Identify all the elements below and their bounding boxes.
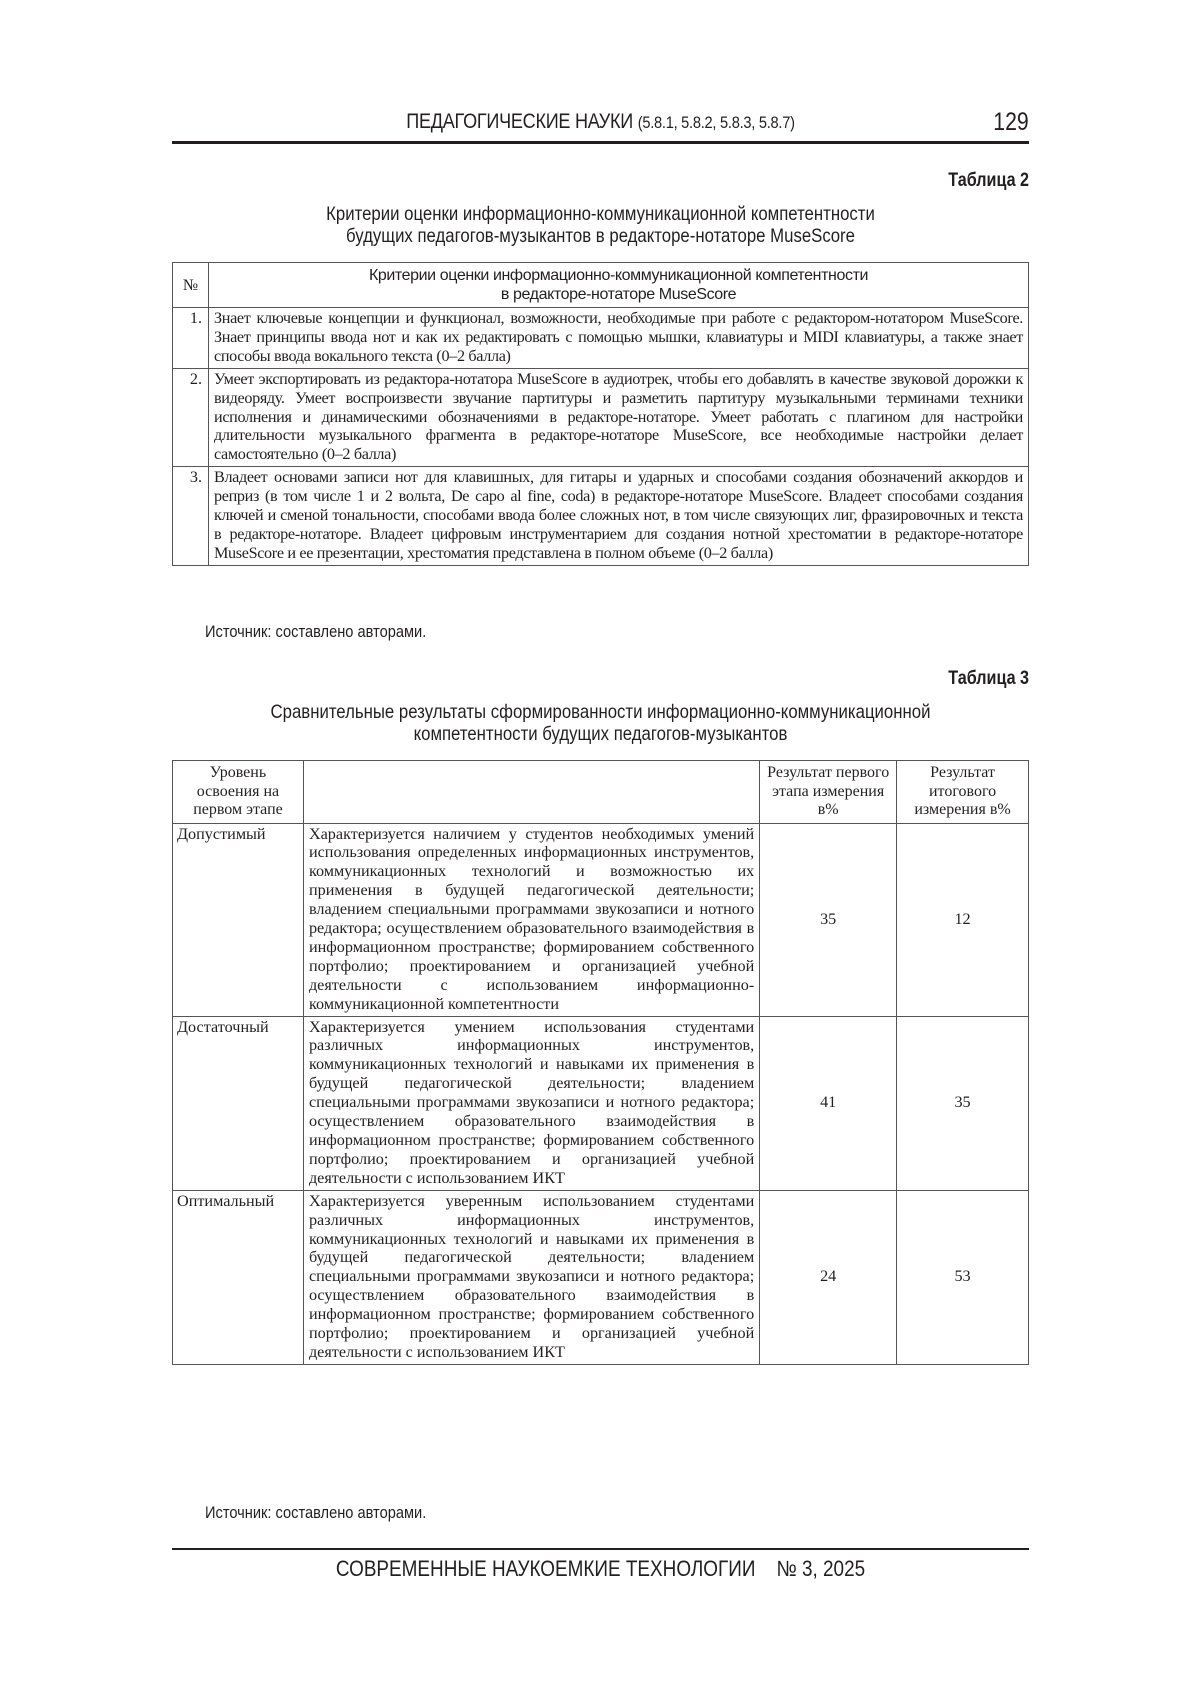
final-value: 53 (897, 1190, 1029, 1364)
table3-header-row (173, 761, 1029, 824)
table3-caption-line2: компетентности будущих педагогов-музыкантов (413, 723, 788, 745)
table3-label: Таблица 3 (948, 668, 1029, 689)
section-codes: (5.8.1, 5.8.2, 5.8.3, 5.8.7) (637, 113, 795, 132)
table3-header-level: Уровень освоения на первом этапе (173, 761, 304, 824)
journal-section-title (232, 110, 969, 134)
running-foot (232, 1556, 969, 1582)
table3-caption (232, 701, 969, 745)
table2-caption (232, 203, 969, 247)
level-description: Характеризуется уверенным использованием студентами различных информационных инструментов, коммуникационных технологий и навыками их применения в будущей педагогической деятельности; владением специальными программами звукозаписи и нотного редактора; осуществлением образовательного взаимодействия в информационном пространстве; формированием собственного портфолио; проектированием и организацией учебной деятельности с использованием ИКТ (303, 1190, 759, 1364)
table2-header-criteria-line1: Критерии оценки информационно-коммуникационной компетентности (368, 267, 869, 284)
level-name: Оптимальный (173, 1190, 304, 1364)
table2-caption-line2: будущих педагогов-музыкантов в редакторе-нотаторе MuseScore (346, 225, 855, 247)
final-value: 12 (897, 823, 1029, 1016)
table2-header-number: № (173, 263, 209, 308)
criterion-text: Умеет экспортировать из редактора-нотатора MuseScore в аудиотрек, чтобы его добавлять в качестве звуковой дорожки к видеоряду. Умеет воспроизвести звучание партитуры и разметить партитуру музыкальными терминами техники исполнения и динамическими обозначениями в редакторе-нотаторе. Умеет работать с плагином для настройки длительности музыкального фрагмента в редакторе-нотаторе MuseScore, все необходимые настройки делает самостоятельно (0–2 балла) (209, 368, 1029, 467)
level-name: Допустимый (173, 823, 304, 1016)
first-stage-value: 41 (760, 1016, 897, 1190)
table-row (173, 368, 1029, 467)
table2-label: Таблица 2 (948, 170, 1029, 191)
row-number: 3. (173, 467, 209, 566)
header-rule (172, 141, 1029, 144)
final-value: 35 (897, 1016, 1029, 1190)
table3-header-description (303, 761, 759, 824)
level-name: Достаточный (173, 1016, 304, 1190)
table-row (173, 823, 1029, 1016)
table3-header-first-stage: Результат первого этапа измерения в% (760, 761, 897, 824)
criterion-text: Знает ключевые концепции и функционал, возможности, необходимые при работе с редактором-нотатором MuseScore. Знает принципы ввода нот и как их редактировать с помощью мышки, клавиатуры и MIDI клавиатуры, а также знает способы ввода вокального текста (0–2 балла) (209, 308, 1029, 369)
page-number: 129 (993, 108, 1029, 136)
table2 (172, 262, 1029, 566)
table2-header-row (173, 263, 1029, 308)
table3-source: Источник: составлено авторами. (205, 1503, 427, 1522)
table-row (173, 467, 1029, 566)
footer-rule (172, 1548, 1029, 1550)
first-stage-value: 35 (760, 823, 897, 1016)
section-name: ПЕДАГОГИЧЕСКИЕ НАУКИ (406, 110, 633, 133)
table-row (173, 1016, 1029, 1190)
table2-source: Источник: составлено авторами. (205, 622, 427, 641)
row-number: 1. (173, 308, 209, 369)
table3-caption-line1: Сравнительные результаты сформированности информационно-коммуникационной (270, 701, 931, 723)
journal-title: СОВРЕМЕННЫЕ НАУКОЕМКИЕ ТЕХНОЛОГИИ (335, 1556, 756, 1581)
criterion-text: Владеет основами записи нот для клавишных, для гитары и ударных и способами создания обозначений аккордов и реприз (в том числе 1 и 2 вольта, De capo al fine, coda) в редакторе-нотаторе MuseScore. Владеет способами создания ключей и сменой тональности, способами ввода более сложных нот, в том числе связующих лиг, фразировочных и текста в редакторе-нотаторе. Владеет цифровым инструментарием для создания нотной хрестоматии в редакторе-нотаторе MuseScore и ее презентации, хрестоматия представлена в полном объеме (0–2 балла) (209, 467, 1029, 566)
journal-issue: № 3, 2025 (776, 1556, 866, 1581)
level-description: Характеризуется наличием у студентов необходимых умений использования определенных информационных инструментов, коммуникационных технологий и возможностью их применения в будущей педагогической деятельности; владением специальными программами звукозаписи и нотного редактора; осуществлением образовательного взаимодействия в информационном пространстве; формированием собственного портфолио; проектированием и организацией учебной деятельности с использованием информационно-коммуникационной компетентности (303, 823, 759, 1016)
running-head (172, 108, 1029, 140)
level-description: Характеризуется умением использования студентами различных информационных инструментов, коммуникационных технологий и навыками их применения в будущей педагогической деятельности; владением специальными программами звукозаписи и нотного редактора; осуществлением образовательного взаимодействия в информационном пространстве; формированием собственного портфолио; проектированием и организацией учебной деятельности с использованием ИКТ (303, 1016, 759, 1190)
first-stage-value: 24 (760, 1190, 897, 1364)
table-row (173, 308, 1029, 369)
table2-caption-line1: Критерии оценки информационно-коммуникационной компетентности (326, 203, 875, 225)
row-number: 2. (173, 368, 209, 467)
table-row (173, 1190, 1029, 1364)
table2-header-criteria (209, 263, 1029, 308)
table2-header-criteria-line2: в редакторе-нотаторе MuseScore (500, 286, 737, 303)
table3-header-final: Результат итогового измерения в% (897, 761, 1029, 824)
table3 (172, 760, 1029, 1365)
